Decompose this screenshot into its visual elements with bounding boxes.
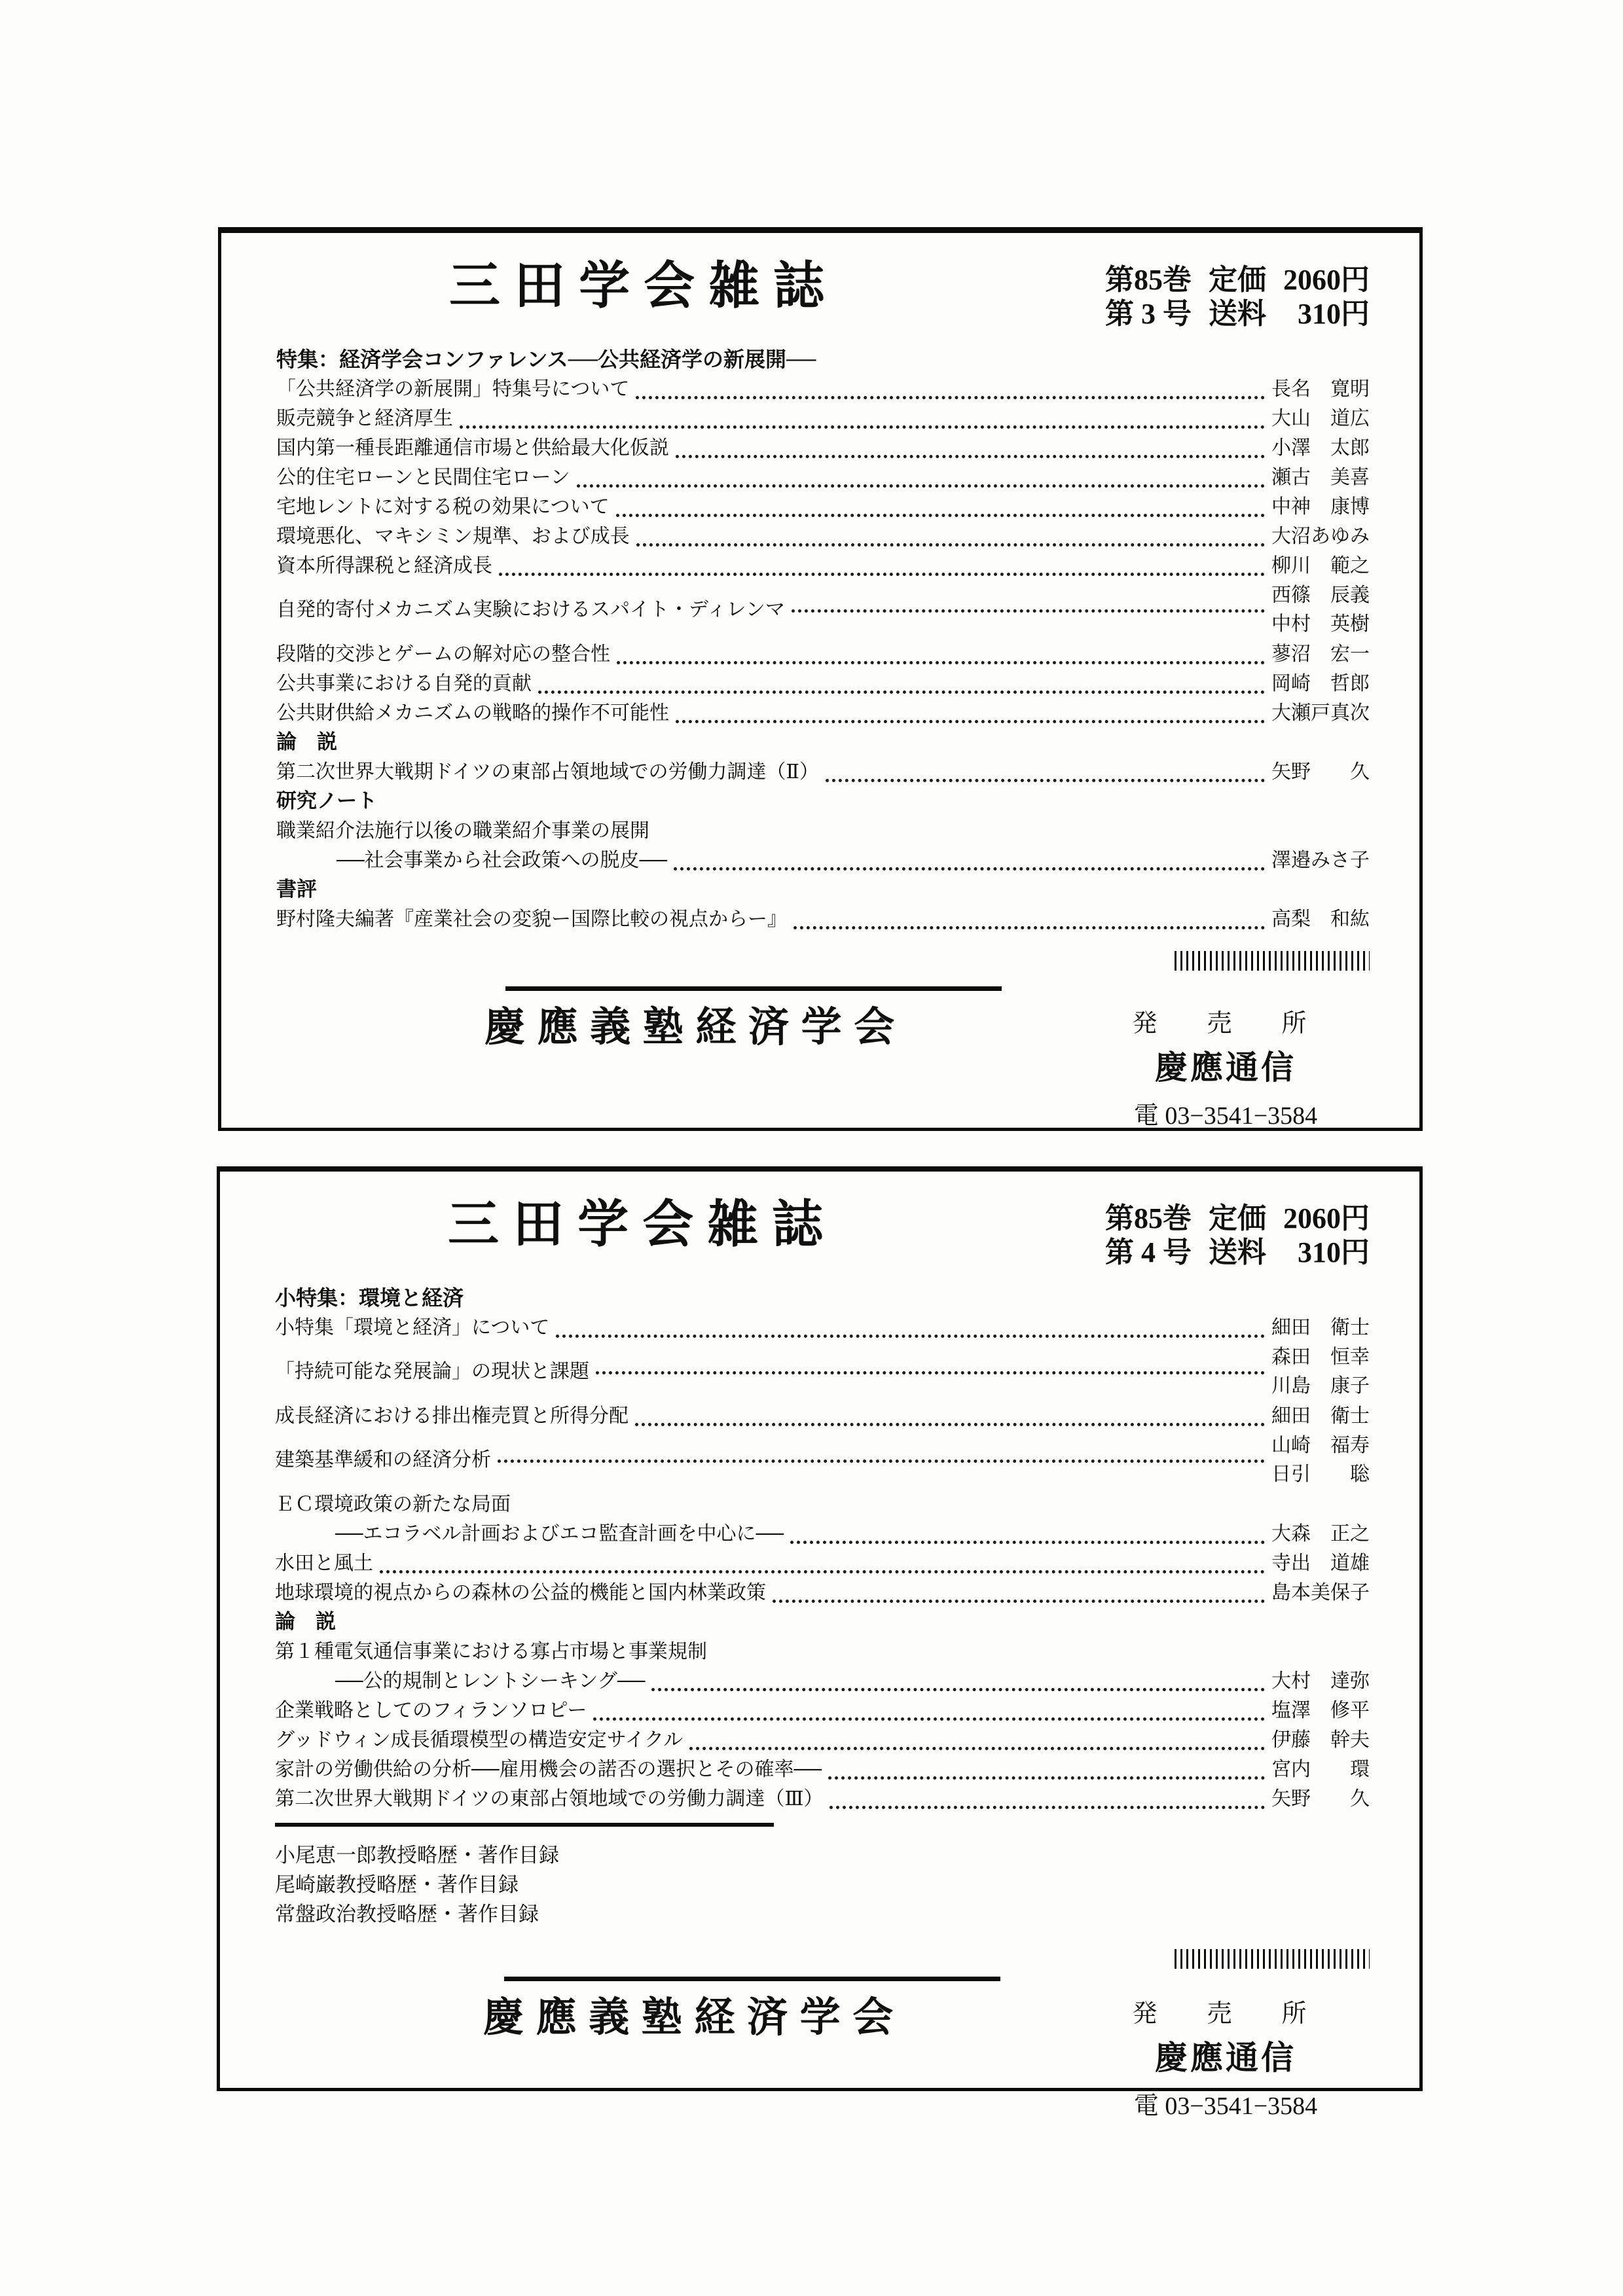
toc-title: 成長経済における排出権売買と所得分配 bbox=[275, 1405, 629, 1427]
toc-author: 細田 衛士 bbox=[1271, 1405, 1370, 1427]
toc-author: 伊藤 幹夫 bbox=[1271, 1729, 1370, 1751]
dot-leader bbox=[636, 396, 1265, 399]
toc-title: 家計の労働供給の分析──雇用機会の諾否の選択とその確率── bbox=[275, 1758, 822, 1780]
toc-entry bbox=[275, 1342, 1370, 1401]
toc-title: 「持続可能な発展論」の現状と課題 bbox=[275, 1361, 589, 1383]
toc-title: 宅地レントに対する税の効果について bbox=[276, 495, 610, 518]
toc-entry bbox=[276, 669, 1370, 698]
toc-title: 企業戦略としてのフィランソロピー bbox=[275, 1699, 587, 1721]
toc-title: 資本所得課税と経済成長 bbox=[276, 554, 492, 577]
dot-leader bbox=[826, 779, 1265, 782]
toc-entry bbox=[276, 639, 1370, 669]
toc-author-group bbox=[1271, 1343, 1370, 1400]
toc-author: 大村 達弥 bbox=[1271, 1670, 1370, 1692]
dot-leader bbox=[651, 1688, 1265, 1691]
toc-author-group bbox=[1271, 581, 1370, 638]
toc-entry bbox=[276, 757, 1370, 787]
dot-leader bbox=[676, 720, 1265, 723]
price-label: 定価 bbox=[1209, 1202, 1266, 1234]
toc-title: 公的住宅ローンと民間住宅ローン bbox=[276, 466, 570, 488]
dot-leader bbox=[460, 425, 1265, 429]
toc-entry bbox=[275, 1313, 1370, 1342]
price-value: 2060円 bbox=[1283, 264, 1370, 296]
postage-value: 310円 bbox=[1298, 297, 1370, 330]
seller-label: 発 売 所 bbox=[1132, 2000, 1319, 2028]
toc-entry-subtitle bbox=[276, 846, 1370, 875]
dot-leader bbox=[636, 543, 1265, 547]
seller-block bbox=[1082, 1993, 1370, 2121]
toc-subtitle: ──公的規制とレントシーキング── bbox=[335, 1670, 646, 1692]
toc-author: 森田 恒幸 bbox=[1271, 1346, 1370, 1369]
toc-entry bbox=[276, 905, 1370, 934]
journal-title: 三田学会雑誌 bbox=[449, 257, 839, 314]
toc-title: 自発的寄付メカニズム実験におけるスパイト・ディレンマ bbox=[276, 599, 785, 621]
dot-leader bbox=[635, 1423, 1265, 1426]
toc-entry bbox=[275, 1725, 1370, 1755]
publisher-divider bbox=[504, 1977, 1000, 1981]
toc-title: 販売競争と経済厚生 bbox=[276, 407, 453, 429]
table-of-contents bbox=[276, 374, 1370, 934]
volume-number: 第85巻 bbox=[1105, 1202, 1192, 1234]
toc-entry bbox=[275, 1578, 1370, 1607]
toc-entry bbox=[275, 1431, 1370, 1490]
toc-title: 公共財供給メカニズムの戦略的操作不可能性 bbox=[276, 702, 669, 724]
toc-title: 小特集「環境と経済」について bbox=[275, 1316, 550, 1338]
price-label: 定価 bbox=[1209, 264, 1266, 296]
volume-number: 第85巻 bbox=[1105, 264, 1192, 296]
toc-entry bbox=[276, 374, 1370, 404]
price-value: 2060円 bbox=[1283, 1202, 1370, 1234]
dot-leader bbox=[792, 609, 1265, 613]
dot-leader bbox=[617, 661, 1265, 664]
toc-author: 矢野 久 bbox=[1271, 1787, 1370, 1810]
toc-entry bbox=[275, 1549, 1370, 1578]
barcode-row bbox=[275, 1949, 1370, 1969]
toc-title: グッドウィン成長循環模型の構造安定サイクル bbox=[275, 1729, 684, 1751]
toc-author: 澤邉みさ子 bbox=[1271, 849, 1370, 871]
memorial-divider bbox=[275, 1823, 774, 1827]
toc-author: 中村 英樹 bbox=[1271, 613, 1370, 635]
toc-author: 瀬古 美喜 bbox=[1271, 466, 1370, 488]
toc-author: 中神 康博 bbox=[1271, 495, 1370, 518]
toc-title: 環境悪化、マキシミン規準、および成長 bbox=[276, 525, 630, 547]
toc-entry bbox=[276, 551, 1370, 581]
toc-title: ＥＣ環境政策の新たな局面 bbox=[275, 1493, 511, 1515]
toc-title: 「公共経済学の新展開」特集号について bbox=[276, 378, 630, 400]
toc-author: 大瀬戸真次 bbox=[1271, 702, 1370, 724]
dot-leader bbox=[577, 484, 1265, 488]
publisher-row bbox=[276, 1003, 1370, 1131]
dot-leader bbox=[689, 1747, 1265, 1750]
toc-author: 小澤 太郎 bbox=[1271, 437, 1370, 459]
feature-heading: 特集：経済学会コンファレンス──公共経済学の新展開── bbox=[276, 347, 816, 371]
toc-entry bbox=[276, 698, 1370, 728]
barcode bbox=[1175, 1949, 1370, 1969]
toc-subtitle: ──社会事業から社会政策への脱皮── bbox=[337, 849, 668, 871]
postage-value: 310円 bbox=[1298, 1236, 1370, 1268]
toc-title: 段階的交渉とゲームの解対応の整合性 bbox=[276, 643, 610, 665]
seller-label: 発 売 所 bbox=[1132, 1009, 1319, 1037]
dot-leader bbox=[830, 1806, 1265, 1809]
journal-card-no4 bbox=[217, 1166, 1423, 2120]
toc-title: 第二次世界大戦期ドイツの東部占領地域での労働力調達（Ⅱ） bbox=[276, 761, 819, 783]
memorial-item: 常盤政治教授略歴・著作目録 bbox=[275, 1902, 539, 1926]
toc-title: 水田と風土 bbox=[275, 1552, 373, 1574]
publisher-divider bbox=[505, 986, 1002, 991]
seller-name: 慶應通信 bbox=[1155, 1049, 1296, 1086]
toc-author: 塩澤 修平 bbox=[1271, 1699, 1370, 1721]
postage-label: 送料 bbox=[1209, 297, 1266, 330]
dot-leader bbox=[556, 1335, 1265, 1338]
toc-entry bbox=[275, 1696, 1370, 1725]
toc-title: 建築基準緩和の経済分析 bbox=[275, 1449, 491, 1471]
seller-name: 慶應通信 bbox=[1155, 2039, 1296, 2076]
toc-author: 高梨 和紘 bbox=[1271, 908, 1370, 930]
toc-entry bbox=[275, 1401, 1370, 1431]
toc-entry-subtitle bbox=[275, 1519, 1370, 1549]
masthead bbox=[275, 1198, 1370, 1270]
dot-leader bbox=[793, 926, 1265, 929]
memorial-item: 尾崎巌教授略歴・著作目録 bbox=[275, 1873, 519, 1896]
toc-author: 川島 康子 bbox=[1271, 1374, 1370, 1397]
toc-entry bbox=[276, 404, 1370, 433]
toc-title: 地球環境的視点からの森林の公益的機能と国内林業政策 bbox=[275, 1581, 766, 1604]
dot-leader bbox=[499, 573, 1265, 576]
memorial-item: 小尾恵一郎教授略歴・著作目録 bbox=[275, 1843, 559, 1867]
toc-title: 国内第一種長距離通信市場と供給最大化仮説 bbox=[276, 437, 669, 459]
section-heading: 論 説 bbox=[275, 1609, 336, 1633]
publisher-name: 慶應義塾経済学会 bbox=[483, 1995, 905, 2040]
toc-title: 公共事業における自発的貢献 bbox=[276, 672, 532, 694]
issue-number: 第 4 号 bbox=[1105, 1236, 1192, 1268]
toc-entry bbox=[275, 1755, 1370, 1784]
section-heading: 研究ノート bbox=[276, 789, 378, 812]
section-heading: 論 説 bbox=[276, 730, 337, 753]
postage-label: 送料 bbox=[1209, 1236, 1266, 1268]
toc-title: 第二次世界大戦期ドイツの東部占領地域での労働力調達（Ⅲ） bbox=[275, 1787, 824, 1810]
toc-entry bbox=[276, 463, 1370, 492]
toc-title: 野村隆夫編著『産業社会の変貌ー国際比較の視点からー』 bbox=[276, 908, 787, 930]
journal-card-no3 bbox=[218, 227, 1423, 1131]
toc-author: 細田 衛士 bbox=[1271, 1316, 1370, 1338]
journal-title: 三田学会雑誌 bbox=[448, 1196, 837, 1253]
toc-author: 宮内 環 bbox=[1271, 1758, 1370, 1780]
toc-entry bbox=[276, 522, 1370, 551]
toc-author: 大沼あゆみ bbox=[1271, 525, 1370, 547]
barcode-row bbox=[276, 951, 1370, 971]
dot-leader bbox=[538, 691, 1265, 694]
toc-author: 大山 道広 bbox=[1271, 407, 1370, 429]
dot-leader bbox=[596, 1371, 1265, 1374]
toc-title: 第１種電気通信事業における寡占市場と事業規制 bbox=[275, 1640, 707, 1662]
toc-author: 長名 寛明 bbox=[1271, 378, 1370, 400]
toc-author: 山崎 福寿 bbox=[1271, 1435, 1370, 1457]
dot-leader bbox=[773, 1600, 1265, 1603]
issue-number: 第 3 号 bbox=[1105, 297, 1192, 330]
feature-heading: 小特集：環境と経済 bbox=[275, 1285, 464, 1310]
toc-author: 西篠 辰義 bbox=[1271, 584, 1370, 607]
toc-author: 矢野 久 bbox=[1271, 761, 1370, 783]
toc-author: 寺出 道雄 bbox=[1271, 1552, 1370, 1574]
publisher-name: 慶應義塾経済学会 bbox=[484, 1005, 907, 1050]
dot-leader bbox=[380, 1570, 1265, 1573]
dot-leader bbox=[498, 1460, 1265, 1463]
dot-leader bbox=[674, 867, 1265, 870]
seller-phone: 電 03−3541−3584 bbox=[1133, 1102, 1318, 1130]
toc-entry bbox=[276, 816, 1370, 846]
dot-leader bbox=[616, 514, 1265, 517]
toc-entry bbox=[275, 1784, 1370, 1814]
dot-leader bbox=[593, 1717, 1265, 1721]
masthead bbox=[276, 259, 1370, 331]
barcode bbox=[1175, 951, 1370, 971]
toc-entry bbox=[276, 433, 1370, 463]
dot-leader bbox=[676, 455, 1265, 458]
dot-leader bbox=[790, 1541, 1265, 1544]
toc-subtitle: ──エコラベル計画およびエコ監査計画を中心に── bbox=[335, 1522, 784, 1545]
seller-block bbox=[1082, 1003, 1370, 1131]
toc-author: 日引 聡 bbox=[1271, 1463, 1370, 1485]
toc-entry bbox=[275, 1490, 1370, 1519]
toc-entry-subtitle bbox=[275, 1666, 1370, 1696]
toc-author: 大森 正之 bbox=[1271, 1522, 1370, 1545]
toc-entry bbox=[275, 1637, 1370, 1666]
toc-entry bbox=[276, 492, 1370, 522]
toc-author: 岡崎 哲郎 bbox=[1271, 672, 1370, 694]
toc-author: 柳川 範之 bbox=[1271, 554, 1370, 577]
toc-author: 島本美保子 bbox=[1271, 1581, 1370, 1604]
toc-author-group bbox=[1271, 1431, 1370, 1488]
publisher-row bbox=[275, 1993, 1370, 2121]
memorial-list bbox=[275, 1839, 1370, 1927]
issue-info bbox=[1105, 1202, 1370, 1270]
toc-author: 蓼沼 宏一 bbox=[1271, 643, 1370, 665]
table-of-contents bbox=[275, 1313, 1370, 1814]
seller-phone: 電 03−3541−3584 bbox=[1133, 2092, 1318, 2120]
toc-entry bbox=[276, 581, 1370, 639]
section-heading: 書評 bbox=[276, 877, 317, 901]
toc-title: 職業紹介法施行以後の職業紹介事業の展開 bbox=[276, 819, 649, 842]
issue-info bbox=[1105, 263, 1370, 331]
dot-leader bbox=[828, 1776, 1265, 1780]
